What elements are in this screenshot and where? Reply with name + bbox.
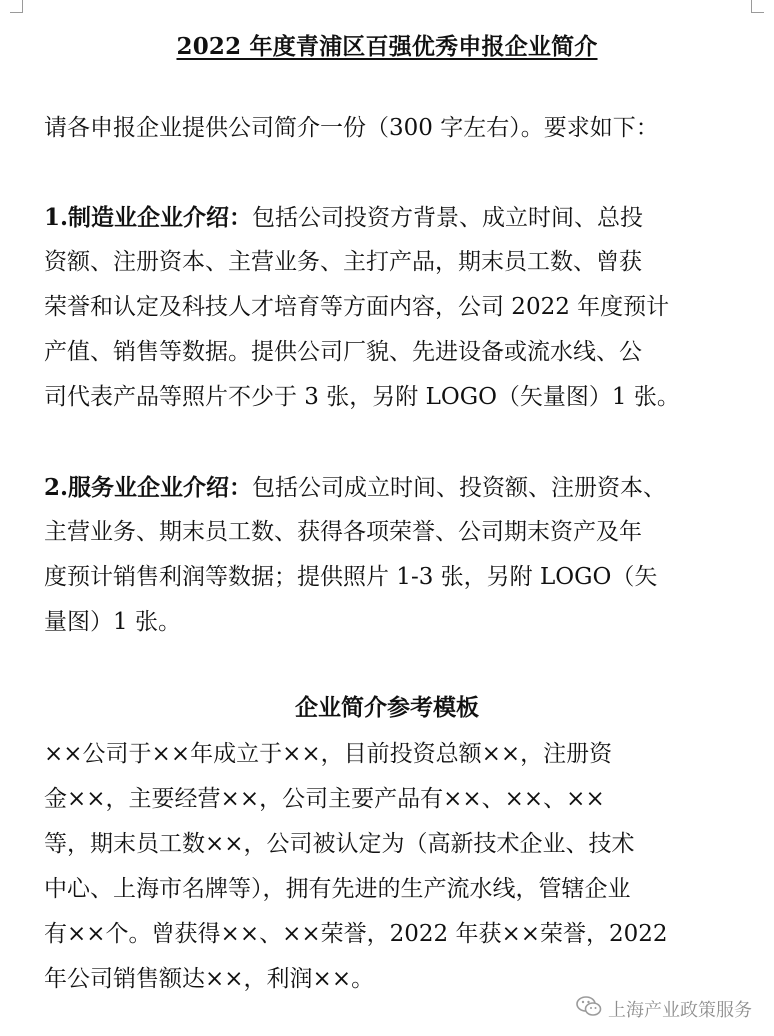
template-line-1: ××公司于××年成立于××，目前投资总额××，注册资 — [44, 741, 613, 767]
manufacturing-heading: 1.制造业企业介绍： — [44, 204, 253, 231]
document-title: 2022 年度青浦区百强优秀申报企业简介 — [176, 33, 598, 60]
manufacturing-line-2: 资额、注册资本、主营业务、主打产品，期末员工数、曾获 — [44, 249, 642, 275]
page-corner-mark-left — [10, 0, 23, 13]
manufacturing-text: 包括公司投资方背景、成立时间、总投 — [252, 205, 644, 231]
manufacturing-line-3: 荣誉和认定及科技人才培育等方面内容，公司 2022 年度预计 — [44, 294, 670, 320]
manufacturing-line-5: 司代表产品等照片不少于 3 张，另附 LOGO（矢量图）1 张。 — [44, 384, 680, 410]
service-text: 包括公司成立时间、投资额、注册资本、 — [252, 475, 667, 501]
template-body — [44, 732, 734, 1002]
intro-paragraph: 请各申报企业提供公司简介一份（300 字左右）。要求如下： — [44, 115, 659, 141]
service-heading: 2.服务业企业介绍： — [44, 474, 253, 501]
manufacturing-line-4: 产值、销售等数据。提供公司厂貌、先进设备或流水线、公 — [44, 339, 642, 365]
manufacturing-section — [44, 195, 734, 420]
service-line-3: 度预计销售利润等数据；提供照片 1-3 张，另附 LOGO（矢 — [44, 564, 658, 590]
service-line-1 — [44, 465, 734, 510]
service-line-2: 主营业务、期末员工数、获得各项荣誉、公司期末资产及年 — [44, 519, 642, 545]
template-line-2: 金××，主要经营××，公司主要产品有××、××、×× — [44, 786, 605, 812]
service-section — [44, 465, 734, 645]
template-line-3: 等，期末员工数××，公司被认定为（高新技术企业、技术 — [44, 831, 635, 857]
watermark — [576, 995, 752, 1022]
template-heading: 企业简介参考模板 — [295, 694, 479, 721]
manufacturing-line-1 — [44, 195, 734, 240]
service-line-4: 量图）1 张。 — [44, 609, 181, 635]
page-corner-mark-right — [751, 0, 764, 13]
wechat-icon — [576, 995, 602, 1022]
template-line-5: 有××个。曾获得××、××荣誉，2022 年获××荣誉，2022 — [44, 921, 668, 947]
template-line-6: 年公司销售额达××，利润××。 — [44, 966, 375, 992]
watermark-text: 上海产业政策服务 — [608, 999, 752, 1021]
template-line-4: 中心、上海市名牌等），拥有先进的生产流水线，管辖企业 — [44, 876, 631, 902]
